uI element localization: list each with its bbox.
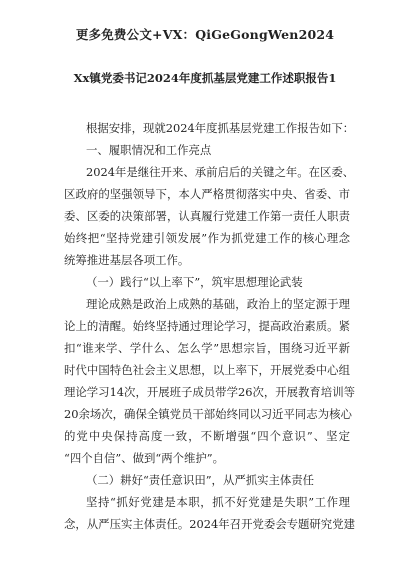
paragraph-line: 的党中央保持高度一致，不断增强“四个意识”、坚定 [64, 429, 350, 443]
paragraph-line: 区政府的坚强领导下，本人严格贯彻落实中央、省委、市 [64, 187, 350, 201]
paragraph-line: 根据安排，现就2024年度抓基层党建工作报告如下： [86, 121, 355, 135]
paragraph-line: 理论成熟是政治上成熟的基础，政治上的坚定源于理 [86, 297, 350, 311]
paragraph-line: 2024年是继往开来、承前启后的关键之年。在区委、 [86, 165, 355, 179]
document-title: Xx镇党委书记2024年度抓基层党建工作述职报告1 [73, 71, 337, 85]
paragraph-line: 始终把“坚持党建引领发展”作为抓党建工作的核心理念 [64, 231, 350, 245]
paragraph-line: “四个自信”、做到“两个维护”。 [64, 451, 224, 465]
paragraph-line: 统筹推进基层各项工作。 [64, 253, 190, 267]
paragraph-line: 论上的清醒。始终坚持通过理论学习，提高政治素质。紧 [64, 319, 350, 333]
paragraph-line: 扣“谁来学、学什么、怎么学”思想宗旨，围绕习近平新 [64, 341, 350, 355]
paragraph-line: 委、区委的决策部署，认真履行党建工作第一责任人职责 [64, 209, 350, 223]
subsection-heading: （二）耕好“责任意识田”，从严抓实主体责任 [86, 473, 315, 487]
paragraph-line: 理论学习14次，开展班子成员带学26次，开展教育培训等 [64, 385, 355, 399]
paragraph-line: 坚持“抓好党建是本职，抓不好党建是失职”工作理 [86, 495, 350, 509]
section-heading: 一、履职情况和工作亮点 [86, 143, 212, 157]
promo-banner: 更多免费公文+VX：QiGeGongWen2024 [75, 27, 335, 42]
document-body [64, 117, 355, 535]
paragraph-line: 时代中国特色社会主义思想，以上率下，开展党委中心组 [64, 363, 350, 377]
paragraph-line: 20余场次，确保全镇党员干部始终同以习近平同志为核心 [64, 407, 352, 421]
paragraph-line: 念，从严压实主体责任。2024年召开党委会专题研究党建 [64, 517, 355, 531]
subsection-heading: （一）践行“以上率下”，筑牢思想理论武装 [86, 275, 303, 289]
